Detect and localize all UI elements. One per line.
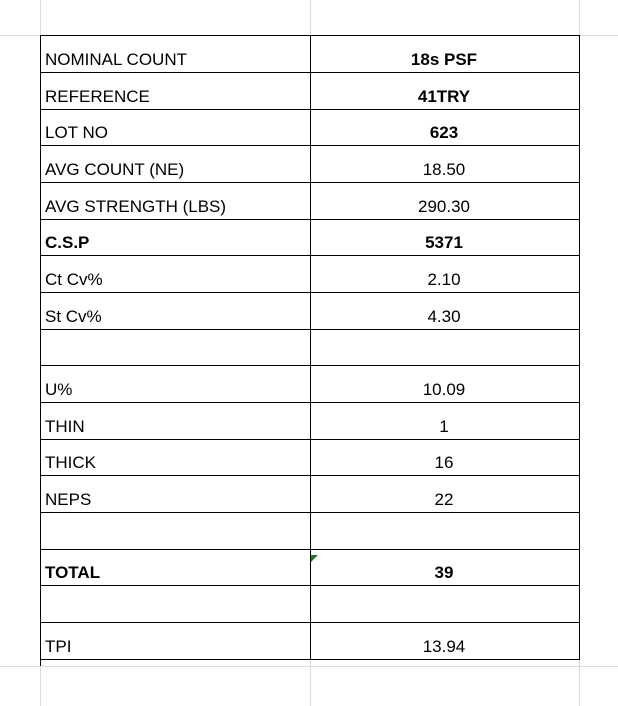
table-row	[41, 183, 580, 220]
table-row	[41, 366, 580, 403]
row-label-cell[interactable]: TOTAL	[41, 550, 311, 586]
table-row	[41, 476, 580, 513]
table-row	[41, 146, 580, 183]
table-row	[41, 330, 580, 366]
table-row	[41, 513, 580, 550]
row-label-cell[interactable]: REFERENCE	[41, 73, 311, 110]
table-body	[41, 36, 580, 660]
row-value-cell[interactable]	[311, 330, 580, 366]
row-label-cell[interactable]: AVG STRENGTH (LBS)	[41, 183, 311, 220]
grid-row-line	[0, 666, 618, 667]
table-row	[41, 256, 580, 293]
row-label-cell[interactable]	[41, 330, 311, 366]
row-label-cell[interactable]: C.S.P	[41, 220, 311, 256]
row-value-cell[interactable]: 22	[311, 476, 580, 513]
row-value-cell[interactable]	[311, 513, 580, 550]
row-label-cell[interactable]: Ct Cv%	[41, 256, 311, 293]
row-label-cell[interactable]: St Cv%	[41, 293, 311, 330]
row-value-cell[interactable]: 2.10	[311, 256, 580, 293]
row-value-cell[interactable]: 623	[311, 110, 580, 146]
table-row	[41, 73, 580, 110]
row-label-cell[interactable]	[41, 513, 311, 550]
table-row	[41, 220, 580, 256]
row-label-cell[interactable]: LOT NO	[41, 110, 311, 146]
row-label-cell[interactable]	[41, 586, 311, 623]
row-value-cell[interactable]: 290.30	[311, 183, 580, 220]
row-label-cell[interactable]: TPI	[41, 623, 311, 660]
row-value-cell[interactable]: 16	[311, 440, 580, 476]
table-row	[41, 36, 580, 73]
row-label-cell[interactable]: NEPS	[41, 476, 311, 513]
comment-indicator-icon[interactable]	[311, 555, 318, 562]
row-label-cell[interactable]: THICK	[41, 440, 311, 476]
row-value-cell[interactable]: 4.30	[311, 293, 580, 330]
row-value-cell[interactable]	[311, 586, 580, 623]
row-value-cell[interactable]: 1	[311, 403, 580, 440]
row-value-cell[interactable]: 13.94	[311, 623, 580, 660]
row-value-cell[interactable]: 18s PSF	[311, 36, 580, 73]
table-row	[41, 293, 580, 330]
table-row	[41, 440, 580, 476]
table-row	[41, 623, 580, 660]
row-value-cell[interactable]: 39	[311, 550, 580, 586]
row-value-cell[interactable]: 41TRY	[311, 73, 580, 110]
row-label-cell[interactable]: THIN	[41, 403, 311, 440]
row-value-cell[interactable]: 18.50	[311, 146, 580, 183]
row-value-cell[interactable]: 10.09	[311, 366, 580, 403]
table-row	[41, 110, 580, 146]
row-label-cell[interactable]: U%	[41, 366, 311, 403]
table-row	[41, 586, 580, 623]
row-label-cell[interactable]: NOMINAL COUNT	[41, 36, 311, 73]
row-label-cell[interactable]: AVG COUNT (NE)	[41, 146, 311, 183]
yarn-test-report-table	[40, 35, 580, 666]
row-value-cell[interactable]: 5371	[311, 220, 580, 256]
table-row	[41, 403, 580, 440]
